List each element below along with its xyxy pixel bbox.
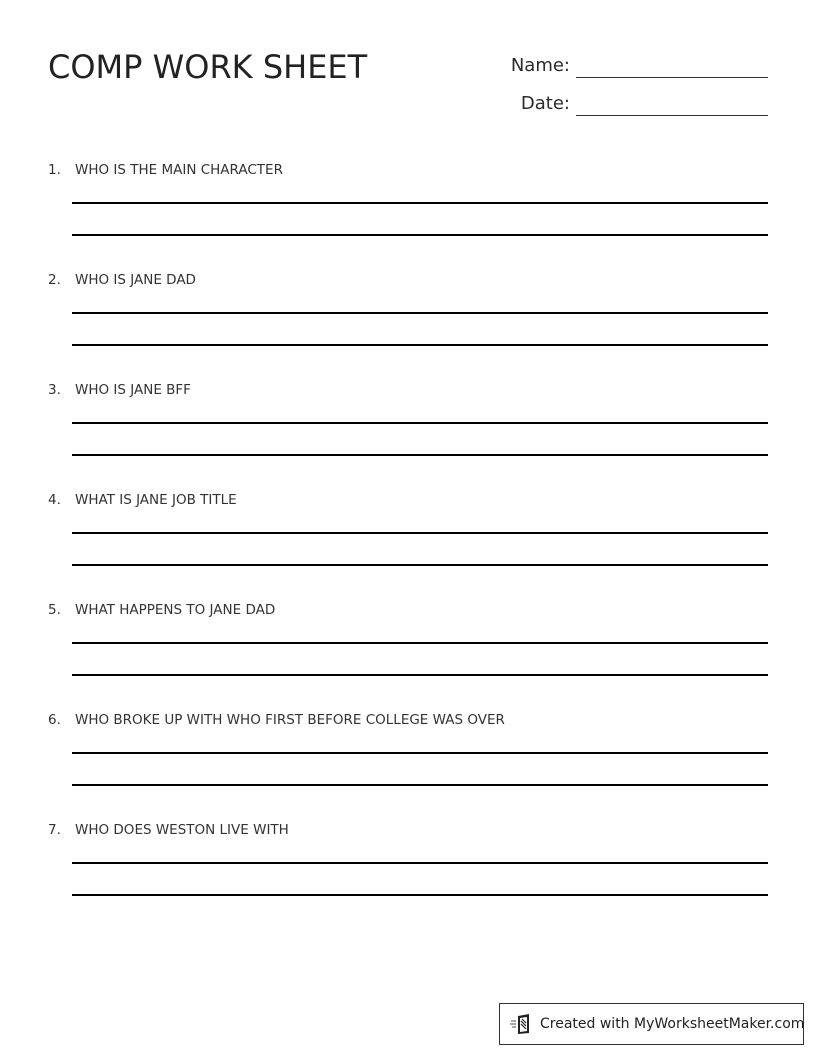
question-number: 1. (48, 162, 61, 178)
question-number: 4. (48, 492, 61, 508)
question-number: 5. (48, 602, 61, 618)
name-input-line[interactable] (576, 77, 768, 78)
question-number: 7. (48, 822, 61, 838)
answer-line[interactable] (72, 202, 768, 204)
question-item (0, 822, 816, 932)
answer-line[interactable] (72, 344, 768, 346)
answer-line[interactable] (72, 862, 768, 864)
question-item (0, 602, 816, 712)
answer-line[interactable] (72, 564, 768, 566)
answer-line[interactable] (72, 454, 768, 456)
question-number: 3. (48, 382, 61, 398)
answer-line[interactable] (72, 422, 768, 424)
question-text: WHO IS JANE BFF (75, 382, 191, 398)
question-item (0, 162, 816, 272)
question-number: 2. (48, 272, 61, 288)
answer-line[interactable] (72, 532, 768, 534)
answer-line[interactable] (72, 784, 768, 786)
question-text: WHO BROKE UP WITH WHO FIRST BEFORE COLLEGE WAS OVER (75, 712, 505, 728)
worksheet-maker-logo-icon (510, 1013, 534, 1035)
question-item (0, 272, 816, 382)
footer-text[interactable]: Created with MyWorksheetMaker.com (540, 1016, 805, 1032)
question-item (0, 712, 816, 822)
question-item (0, 382, 816, 492)
name-label: Name: (510, 55, 570, 76)
date-label: Date: (520, 93, 570, 114)
question-text: WHO IS JANE DAD (75, 272, 196, 288)
question-text: WHAT IS JANE JOB TITLE (75, 492, 237, 508)
answer-line[interactable] (72, 234, 768, 236)
question-item (0, 492, 816, 602)
answer-line[interactable] (72, 312, 768, 314)
question-text: WHO DOES WESTON LIVE WITH (75, 822, 289, 838)
answer-line[interactable] (72, 752, 768, 754)
created-with-badge[interactable] (499, 1003, 804, 1045)
answer-line[interactable] (72, 642, 768, 644)
question-text: WHO IS THE MAIN CHARACTER (75, 162, 283, 178)
date-input-line[interactable] (576, 115, 768, 116)
question-text: WHAT HAPPENS TO JANE DAD (75, 602, 276, 618)
question-number: 6. (48, 712, 61, 728)
page-title: COMP WORK SHEET (48, 48, 368, 86)
answer-line[interactable] (72, 674, 768, 676)
date-field[interactable] (480, 86, 768, 116)
name-field[interactable] (480, 48, 768, 78)
answer-line[interactable] (72, 894, 768, 896)
